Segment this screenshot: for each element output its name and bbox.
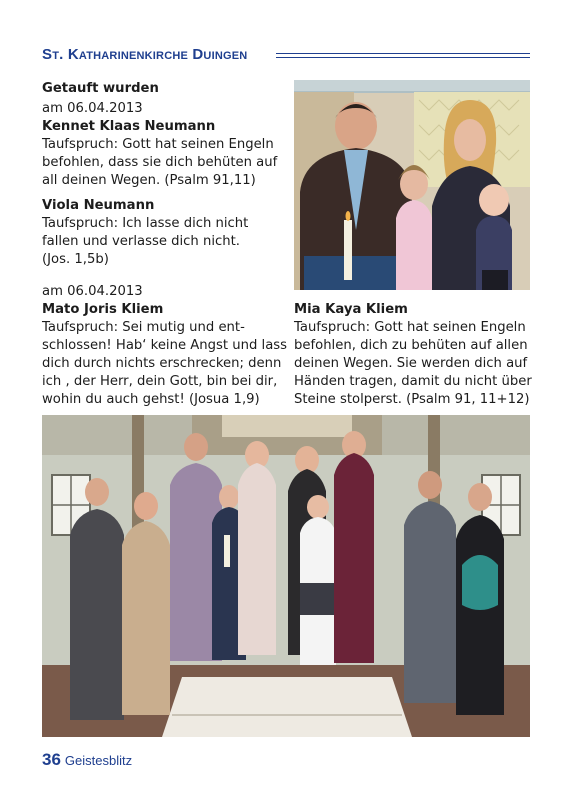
entry-text-line: befohlen, dich zu behüten auf allen <box>294 338 528 353</box>
entry-text-line: befohlen, dass sie dich behüten auf <box>42 155 278 170</box>
entry-name-kennet: Kennet Klaas Neumann <box>42 119 216 134</box>
header-rule <box>276 53 530 58</box>
entry-text-line: deinen Wegen. Sie werden dich auf <box>294 356 528 371</box>
entry-text-line: Taufspruch: Sei mutig und ent- <box>42 320 245 335</box>
page-footer <box>42 750 132 770</box>
entry-text-line: fallen und verlasse dich nicht. <box>42 234 240 249</box>
entry-text-line: Taufspruch: Ich lasse dich nicht <box>42 216 249 231</box>
entry-text-line: wohin du auch gehst! (Josua 1,9) <box>42 392 260 407</box>
page-title: St. Katharinenkirche Duingen <box>42 46 248 63</box>
page-header <box>42 46 530 64</box>
entry-name-viola: Viola Neumann <box>42 198 155 213</box>
baptism-date-2: am 06.04.2013 <box>42 284 143 299</box>
entry-text-line: Taufspruch: Gott hat seinen Engeln <box>42 137 274 152</box>
entry-text-line: Taufspruch: Gott hat seinen Engeln <box>294 320 526 335</box>
entry-text-line: (Jos. 1,5b) <box>42 252 109 267</box>
entry-name-mato: Mato Joris Kliem <box>42 302 164 317</box>
magazine-name: Geistesblitz <box>64 753 133 768</box>
baptism-date-1: am 06.04.2013 <box>42 101 143 116</box>
entry-text-line: schlossen! Hab‘ keine Angst und lass <box>42 338 288 353</box>
group-photo <box>42 415 530 737</box>
entry-text-line: dich durch nichts erschrecken; denn <box>42 356 282 371</box>
page-number: 36 <box>42 750 61 769</box>
entry-text-line: ich , der Herr, dein Gott, bin bei dir, <box>42 374 278 389</box>
family-photo <box>294 80 530 290</box>
entry-text-line: Steine stolperst. (Psalm 91, 11+12) <box>294 392 530 407</box>
section-title: Getauft wurden <box>42 81 159 96</box>
entry-text-line: Händen tragen, damit du nicht über <box>294 374 532 389</box>
entry-name-mia: Mia Kaya Kliem <box>294 302 408 317</box>
entry-text-line: all deinen Wegen. (Psalm 91,11) <box>42 173 256 188</box>
